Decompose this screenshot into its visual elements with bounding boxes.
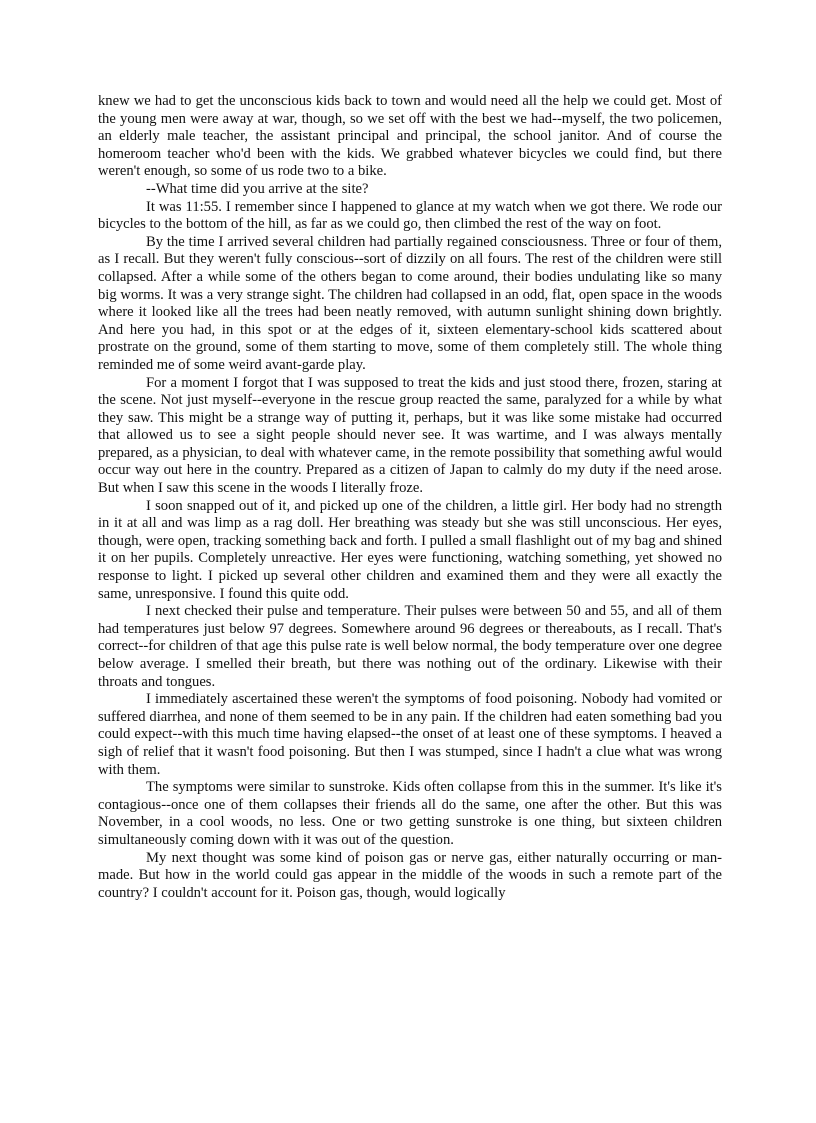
paragraph: The symptoms were similar to sunstroke. Kids often collapse from this in the summer. It's like it's contagious--once one of them collapses their friends all do the same, one after the other. But this was November, in a cool woods, no less. One or two getting sunstroke is one thing, but sixteen children simultaneously coming down with it was out of the question. <box>98 779 722 848</box>
paragraph: I immediately ascertained these weren't the symptoms of food poisoning. Nobody had vomited or suffered diarrhea, and none of them seemed to be in any pain. If the children had eaten something bad you could expect--with this much time having elapsed--the onset of at least one of these symptoms. I heaved a sigh of relief that it wasn't food poisoning. But then I was stumped, since I hadn't a clue what was wrong with them. <box>98 691 722 778</box>
paragraph: I next checked their pulse and temperature. Their pulses were between 50 and 55, and all of them had temperatures just below 97 degrees. Somewhere around 96 degrees or thereabouts, as I recall. That's correct--for children of that age this pulse rate is well below normal, the body temperature over one degree below average. I smelled their breath, but there was nothing out of the ordinary. Likewise with their throats and tongues. <box>98 603 722 690</box>
paragraph: knew we had to get the unconscious kids back to town and would need all the help we could get. Most of the young men were away at war, though, so we set off with the best we had--myself, the two policemen, an elderly male teacher, the assistant principal and principal, the school janitor. And of course the homeroom teacher who'd been with the kids. We grabbed whatever bicycles we could find, but there weren't enough, so some of us rode two to a bike. <box>98 93 722 180</box>
paragraph: My next thought was some kind of poison gas or nerve gas, either naturally occurring or man-made. But how in the world could gas appear in the middle of the woods in such a remote part of the country? I couldn't account for it. Poison gas, though, would logically <box>98 849 722 901</box>
paragraph: --What time did you arrive at the site? <box>146 180 369 197</box>
paragraph: For a moment I forgot that I was supposed to treat the kids and just stood there, frozen, staring at the scene. Not just myself--everyone in the rescue group reacted the same, paralyzed for a while by what they saw. This might be a strange way of putting it, perhaps, but it was like some mistake had occurred that allowed us to see a sight people should never see. It was wartime, and I was always mentally prepared, as a physician, to deal with whatever came, in the remote possibility that something awful would occur way out here in the country. Prepared as a citizen of Japan to calmly do my duty if the need arose. But when I saw this scene in the woods I literally froze. <box>98 374 722 497</box>
paragraph: By the time I arrived several children had partially regained consciousness. Three or four of them, as I recall. But they weren't fully conscious--sort of dizzily on all fours. The rest of the children were still collapsed. After a while some of the others began to come around, their bodies undulating like so many big worms. It was a very strange sight. The children had collapsed in an odd, flat, open space in the woods where it looked like all the trees had been neatly removed, with autumn sunlight shining down brightly. And here you had, in this spot or at the edges of it, sixteen elementary-school kids scattered about prostrate on the ground, some of them starting to move, some of them completely still. The whole thing reminded me of some weird avant-garde play. <box>98 233 722 373</box>
document-page <box>98 93 722 902</box>
paragraph: I soon snapped out of it, and picked up one of the children, a little girl. Her body had no strength in it at all and was limp as a rag doll. Her breathing was steady but she was still unconscious. Her eyes, though, were open, tracking something back and forth. I pulled a small flashlight out of my bag and shined it on her pupils. Completely unreactive. Her eyes were functioning, watching something, yet showed no response to light. I picked up several other children and examined them and they were all exactly the same, unresponsive. I found this quite odd. <box>98 497 722 602</box>
paragraph: It was 11:55. I remember since I happened to glance at my watch when we got there. We rode our bicycles to the bottom of the hill, as far as we could go, then climbed the rest of the way on foot. <box>98 198 722 233</box>
